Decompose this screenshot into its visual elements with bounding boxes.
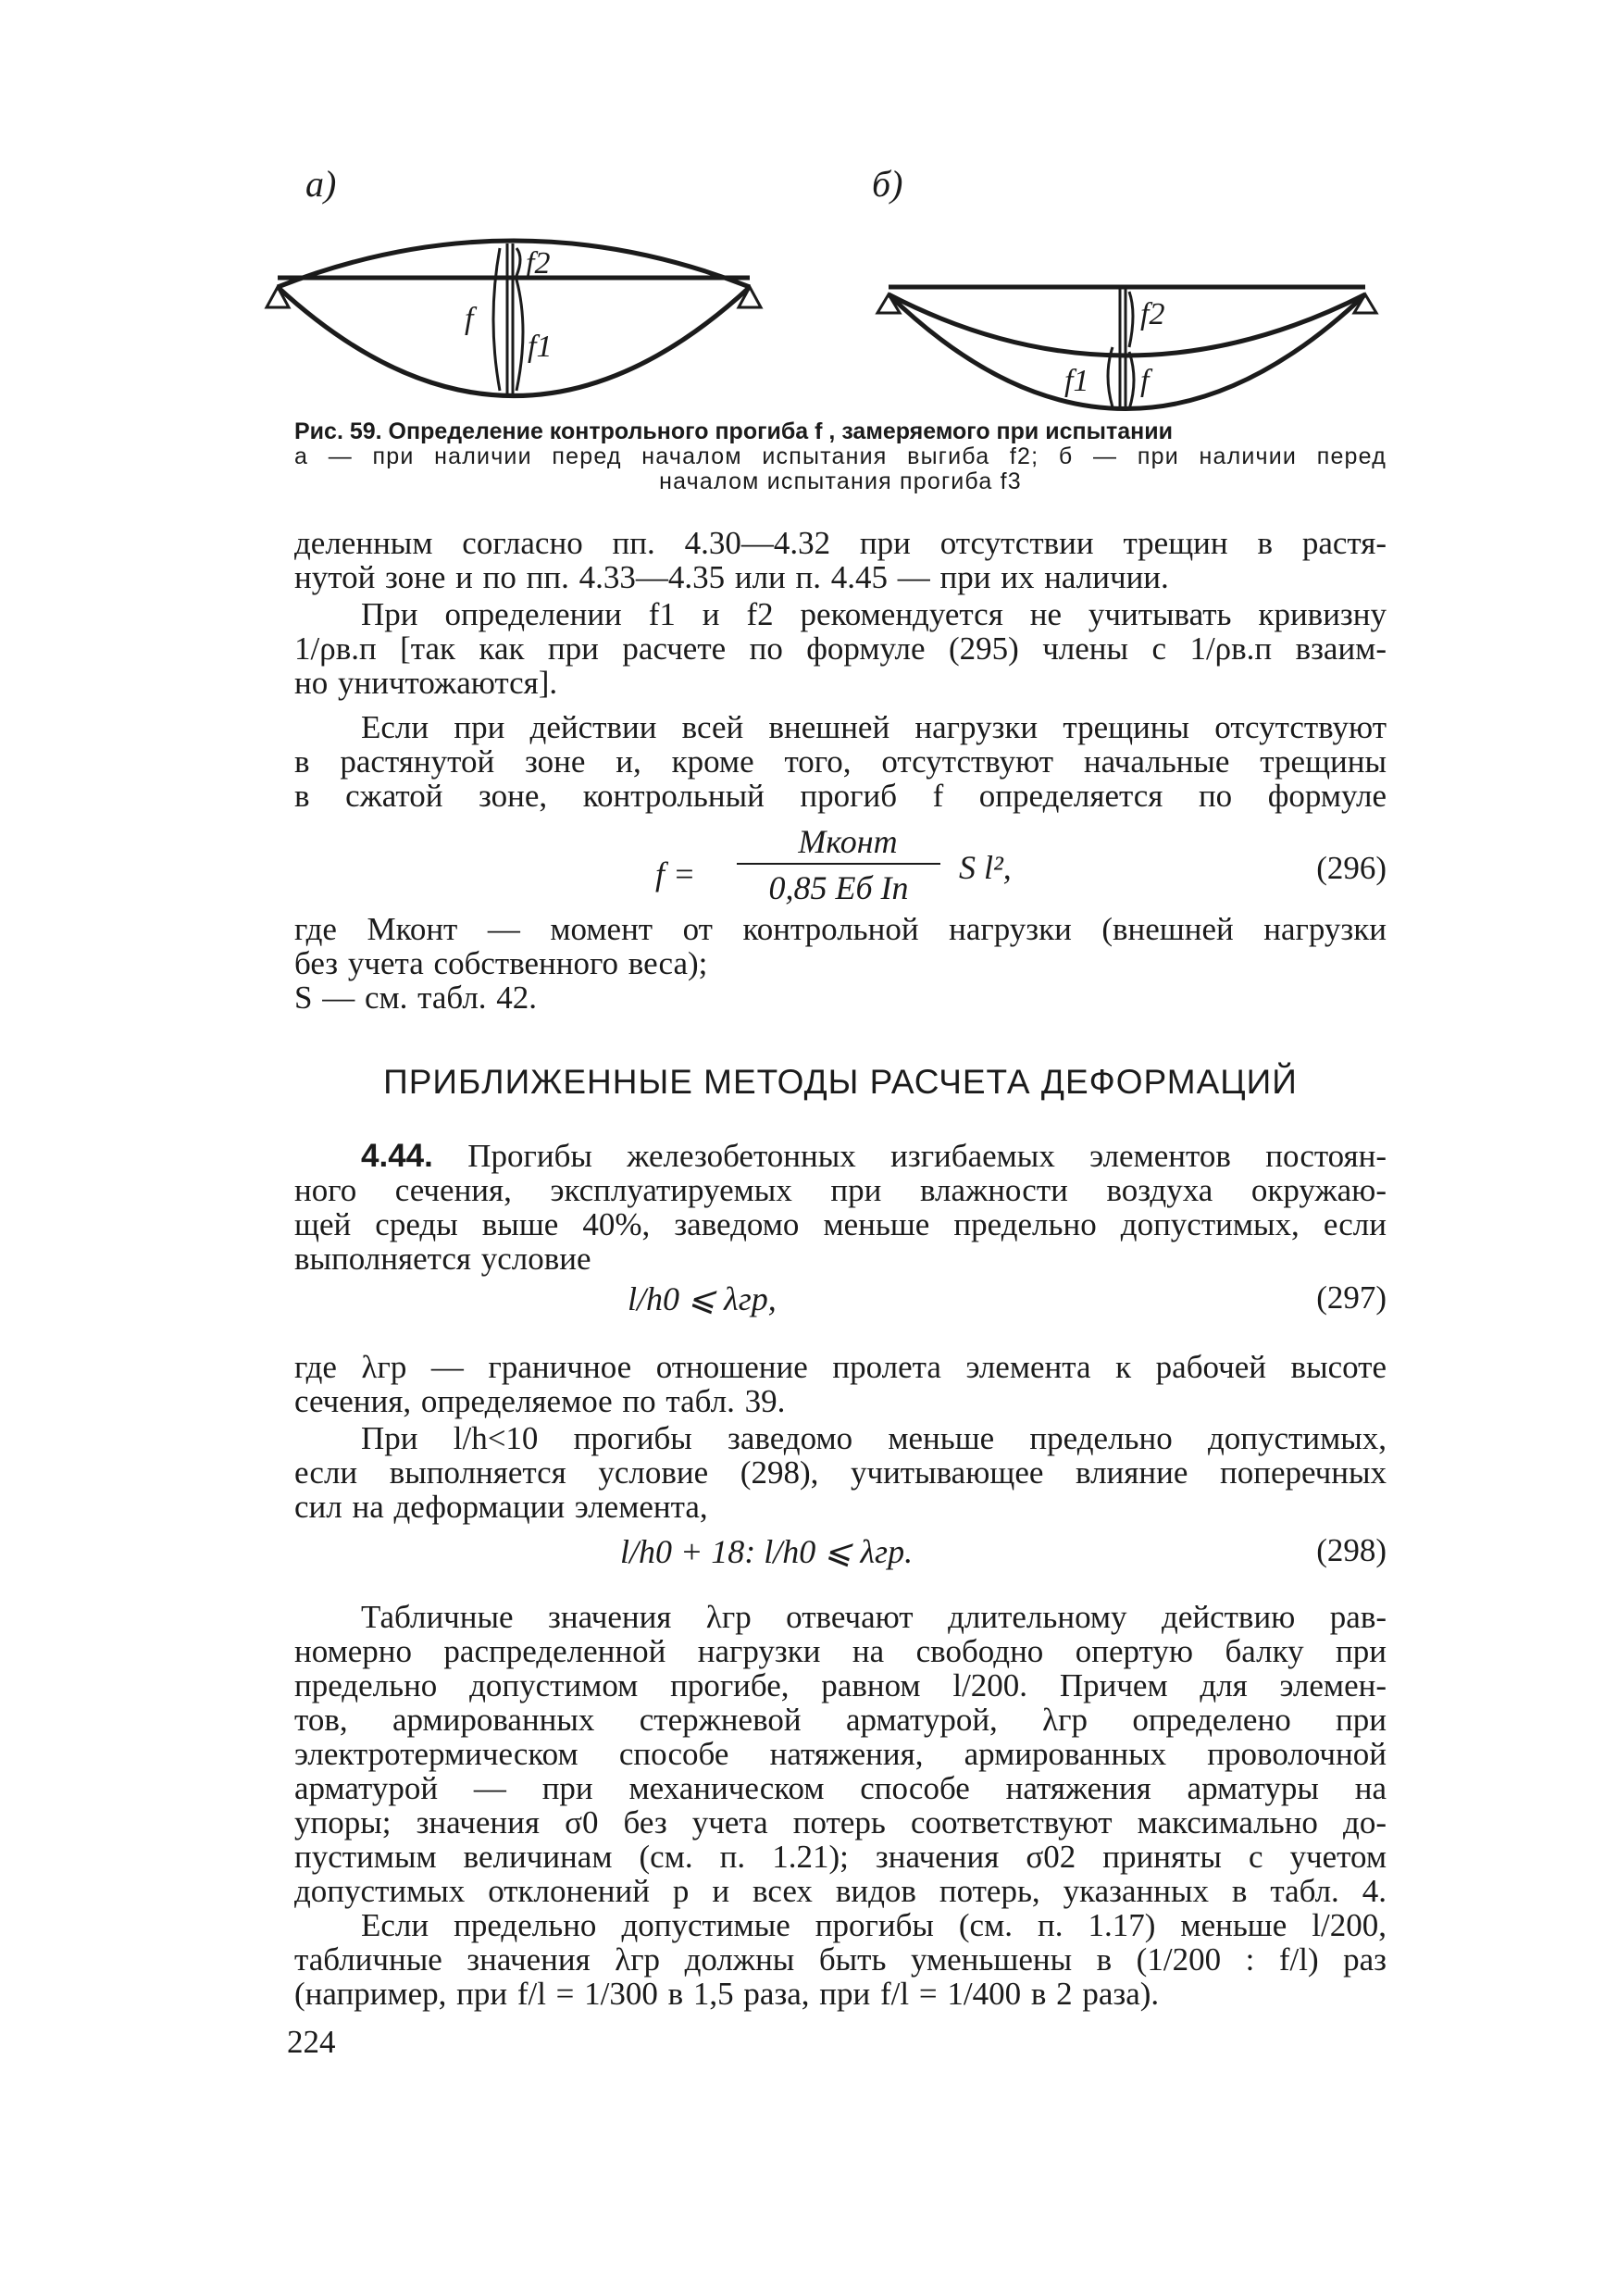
label-f: f xyxy=(465,302,474,336)
paragraph xyxy=(294,710,1387,813)
paragraph xyxy=(294,1600,1387,1908)
brace-f xyxy=(1129,352,1134,409)
text-line: S — см. табл. 42. xyxy=(294,980,538,1016)
formula-297 xyxy=(294,1279,1387,1335)
text-line: пустимым величинам (см. п. 1.21); значения σ02 приняты с учетом xyxy=(294,1839,1387,1875)
paragraph xyxy=(294,526,1387,594)
text-line: табличные значения λгр должны быть уменьшены в (1/200 : f/l) раз xyxy=(294,1941,1387,1978)
section-heading: ПРИБЛИЖЕННЫЕ МЕТОДЫ РАСЧЕТА ДЕФОРМАЦИЙ xyxy=(383,1063,1298,1101)
brace-f2 xyxy=(516,248,520,276)
formula-296 xyxy=(294,822,1387,924)
text-line: если выполняется условие (298), учитывающее влияние поперечных xyxy=(294,1454,1387,1491)
text-line: без учета собственного веса); xyxy=(294,945,708,981)
caption-line: а — при наличии перед началом испытания выгиба f2; б — при наличии перед xyxy=(294,443,1387,469)
label-f2: f2 xyxy=(1140,297,1165,331)
figure-59 xyxy=(250,148,1388,417)
brace-f1 xyxy=(516,280,523,391)
text-line: в растянутой зоне и, кроме того, отсутствуют начальные трещины xyxy=(294,743,1387,780)
label-f1: f1 xyxy=(528,330,553,364)
text-line: но уничтожаются]. xyxy=(294,665,558,701)
section-number: 4.44. xyxy=(361,1138,433,1174)
text-line: номерно распределенной нагрузки на свободно опертую балку при xyxy=(294,1633,1387,1669)
text-line-content: Прогибы железобетонных изгибаемых элементов постоян- xyxy=(467,1138,1387,1174)
text-line: где Mконт — момент от контрольной нагрузки (внешней нагрузки xyxy=(294,911,1387,947)
text-line xyxy=(294,1139,1387,1173)
diagram-b xyxy=(872,163,1376,410)
text-line: тов, армированных стержневой арматурой, λгр определено при xyxy=(294,1702,1387,1738)
text-line: Если предельно допустимые прогибы (см. п. 1.17) меньше l/200, xyxy=(361,1907,1387,1943)
text-line: деленным согласно пп. 4.30—4.32 при отсутствии трещин в растя- xyxy=(294,525,1387,561)
text-line: При определении f1 и f2 рекомендуется не учитывать кривизну xyxy=(361,596,1387,632)
formula-expression: l/h0 + 18: l/h0 ⩽ λгр. xyxy=(620,1533,914,1570)
text-line: щей среды выше 40%, заведомо меньше предельно допустимых, если xyxy=(294,1206,1387,1242)
text-line: допустимых отклонений p и всех видов потерь, указанных в табл. 4. xyxy=(294,1873,1387,1909)
paragraph xyxy=(294,912,1387,1015)
brace-f xyxy=(493,248,500,391)
formula-denominator: 0,85 Eб Iп xyxy=(768,869,909,906)
formula-number: (298) xyxy=(1316,1532,1387,1568)
paragraph xyxy=(294,1421,1387,1524)
paragraph xyxy=(294,1139,1387,1276)
label-f1: f1 xyxy=(1064,364,1089,398)
text-line: 1/ρв.п [так как при расчете по формуле (295) члены с 1/ρв.п взаим- xyxy=(294,630,1387,667)
formula-numerator: Mконт xyxy=(798,823,898,860)
diagram-a xyxy=(267,163,761,396)
text-line: нутой зоне и по пп. 4.33—4.35 или п. 4.45 — при их наличии. xyxy=(294,559,1169,595)
text-line: где λгр — граничное отношение пролета элемента к рабочей высоте xyxy=(294,1349,1387,1385)
formula-lhs: f = xyxy=(655,855,696,892)
formula-number: (296) xyxy=(1316,850,1387,886)
paragraph xyxy=(294,1350,1387,1418)
label-f2: f2 xyxy=(526,246,551,281)
text-line: предельно допустимом прогибе, равном l/200. Причем для элемен- xyxy=(294,1667,1387,1703)
fraction-bar xyxy=(737,863,940,865)
text-line: упоры; значения σ0 без учета потерь соответствуют максимально до- xyxy=(294,1804,1387,1841)
text-line: в сжатой зоне, контрольный прогиб f определяется по формуле xyxy=(294,778,1387,814)
paragraph xyxy=(294,597,1387,700)
text-line: электротермическом способе натяжения, армированных проволочной xyxy=(294,1736,1387,1772)
text-line: выполняется условие xyxy=(294,1241,591,1277)
text-line: арматурой — при механическом способе натяжения арматуры на xyxy=(294,1770,1387,1806)
caption-title: Рис. 59. Определение контрольного прогиба f , замеряемого при испытании xyxy=(294,418,1173,444)
text-line: сечения, определяемое по табл. 39. xyxy=(294,1383,786,1419)
text-line: При l/h<10 прогибы заведомо меньше предельно допустимых, xyxy=(361,1420,1387,1456)
text-line: (например, при f/l = 1/300 в 1,5 раза, при f/l = 1/400 в 2 раза). xyxy=(294,1976,1160,2012)
figure-caption xyxy=(294,419,1387,494)
beam-deflection-diagrams xyxy=(250,148,1388,417)
text-line: ного сечения, эксплуатируемых при влажности воздуха окружаю- xyxy=(294,1172,1387,1208)
formula-tail: S l², xyxy=(959,849,1012,886)
formula-number: (297) xyxy=(1316,1279,1387,1316)
paragraph xyxy=(294,1908,1387,2011)
text-line: сил на деформации элемента, xyxy=(294,1489,708,1525)
formula-expression: l/h0 ⩽ λгр, xyxy=(628,1280,777,1317)
text-line: Табличные значения λгр отвечают длительному действию рав- xyxy=(361,1599,1387,1635)
panel-label-b: б) xyxy=(872,163,903,205)
label-f: f xyxy=(1140,364,1150,398)
formula-298 xyxy=(294,1532,1387,1588)
text-line: Если при действии всей внешней нагрузки трещины отсутствуют xyxy=(361,709,1387,745)
caption-line: началом испытания прогиба f3 xyxy=(659,468,1022,494)
brace-f2 xyxy=(1129,292,1133,347)
panel-label-a: а) xyxy=(305,163,337,205)
page-number: 224 xyxy=(287,2024,336,2060)
